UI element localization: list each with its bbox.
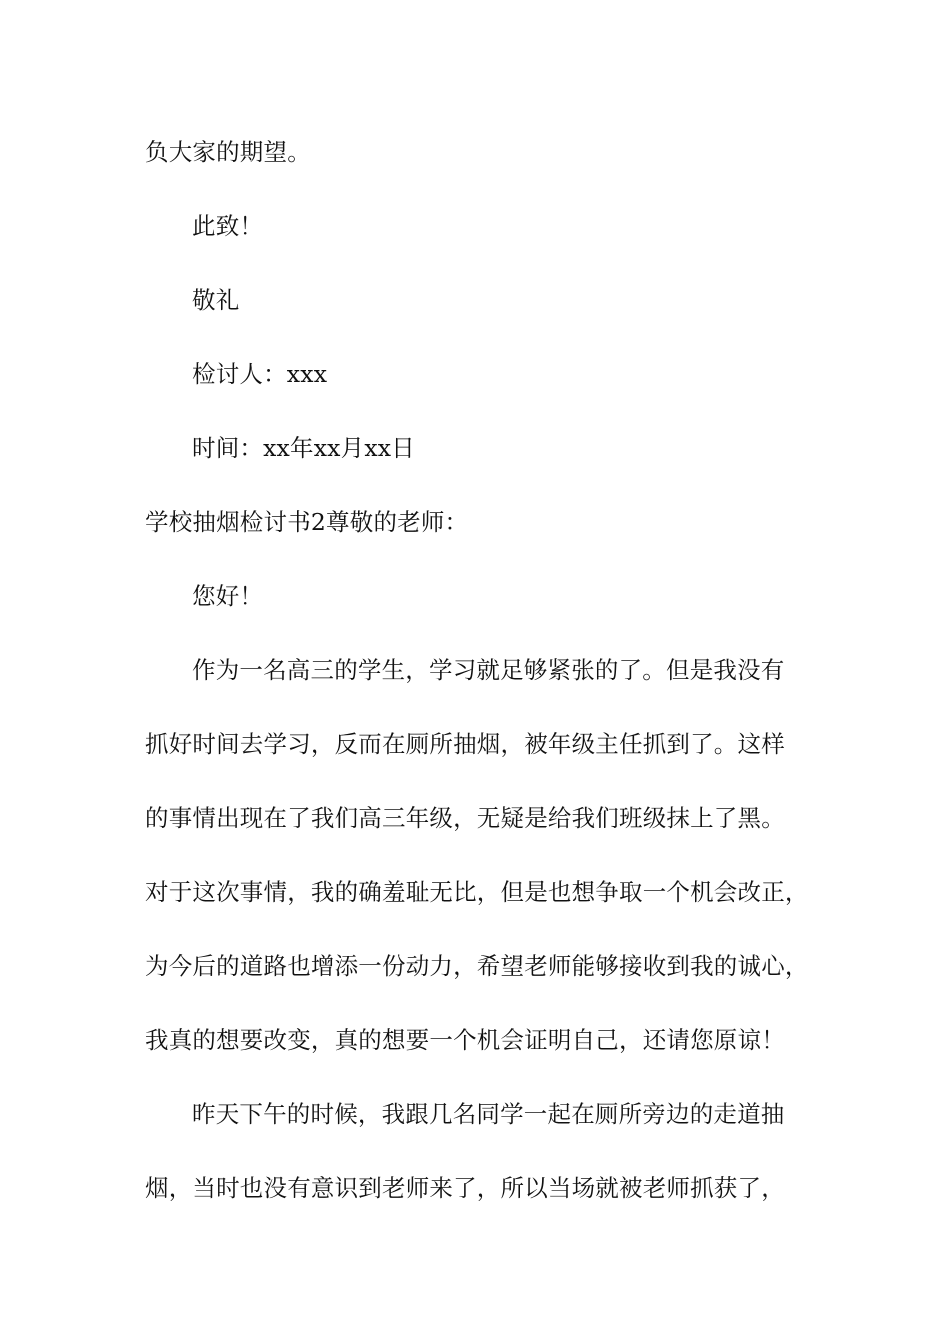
greeting: 您好！ <box>192 582 264 610</box>
paragraph-line: 烟，当时也没有意识到老师来了，所以当场就被老师抓获了， <box>145 1174 785 1202</box>
paragraph-line: 负大家的期望。 <box>145 138 311 166</box>
closing-salutation: 此致！ <box>192 212 264 240</box>
paragraph-line: 对于这次事情，我的确羞耻无比，但是也想争取一个机会改正， <box>145 878 809 906</box>
paragraph-line: 我真的想要改变，真的想要一个机会证明自己，还请您原谅！ <box>145 1026 785 1054</box>
paragraph-line: 的事情出现在了我们高三年级，无疑是给我们班级抹上了黑。 <box>145 804 785 832</box>
paragraph-line: 作为一名高三的学生，学习就足够紧张的了。但是我没有 <box>192 656 785 684</box>
signature-date: 时间：xx年xx月xx日 <box>192 434 415 462</box>
paragraph-line: 抓好时间去学习，反而在厕所抽烟，被年级主任抓到了。这样 <box>145 730 785 758</box>
paragraph-line: 昨天下午的时候，我跟几名同学一起在厕所旁边的走道抽 <box>192 1100 785 1128</box>
closing-respect: 敬礼 <box>192 286 240 314</box>
paragraph-line: 为今后的道路也增添一份动力，希望老师能够接收到我的诚心， <box>145 952 809 980</box>
section-heading: 学校抽烟检讨书2尊敬的老师： <box>145 508 469 536</box>
signature-author: 检讨人：xxx <box>192 360 328 388</box>
